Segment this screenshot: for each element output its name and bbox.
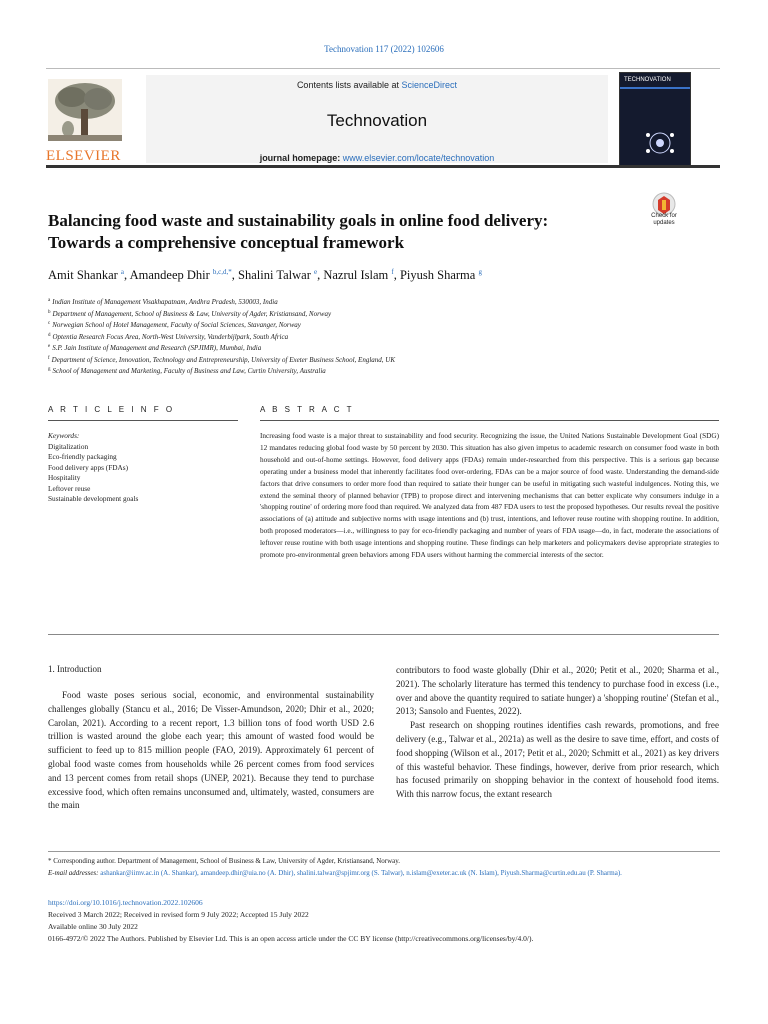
keywords-block	[48, 431, 238, 505]
doi-link[interactable]: https://doi.org/10.1016/j.technovation.2022.102606	[48, 898, 203, 907]
affiliation-item: $^d$ Optentia Research Focus Area, North-West University, Vanderbijlpark, South Africa	[48, 332, 289, 341]
contents-line	[146, 80, 608, 90]
article-title	[48, 210, 618, 254]
author-affil-mark[interactable]: e	[313, 268, 318, 276]
footnotes	[48, 851, 720, 879]
keyword-item: Eco-friendly packaging	[48, 452, 117, 461]
author-list: Amit Shankar $^a$, Amandeep Dhir $^{b,c,d,*}$, Shalini Talwar $^e$, Nazrul Islam $^f$, Piyush Sharma $^g$	[48, 268, 482, 282]
author-name[interactable]: Shalini Talwar	[238, 268, 311, 282]
body-paragraph: Food waste poses serious social, economic, and environmental sustainability challenges globally (Stancu et al., 2016; De Visser-Amundson, 2020; Dhir et al., 2020; Carolan, 2021). According to a recent report, 1.3 billion tons of food worth USD 2.6 trillion is wasted around the globe each year; this amount of wasted food would be sufficient to feed up to 815 million people (FAO, 2019). Approximately 61 percent of global food waste comes from households while 26 percent comes from food services and 13 percent comes from retail shops (UNEP, 2021). Because they tend to purchase excessive food, which often remains unconsumed and, ultimately, wasted, consumers are the main	[48, 690, 374, 811]
homepage-line	[146, 153, 608, 163]
publisher-logo-text: ELSEVIER	[46, 148, 121, 164]
affiliation-item: $^f$ Department of Science, Innovation, Technology and Entrepreneurship, University of Exeter Business School, England, UK	[48, 355, 395, 364]
affiliation-item: $^e$ S.P. Jain Institute of Management and Research (SPJIMR), Mumbai, India	[48, 344, 262, 352]
author-name[interactable]: Amit Shankar	[48, 268, 118, 282]
article-title-line-2: Towards a comprehensive conceptual framework	[48, 233, 405, 252]
contents-prefix: Contents lists available at	[296, 80, 399, 90]
abstract-bottom-rule	[48, 634, 719, 635]
received-dates: Received 3 March 2022; Received in revised form 9 July 2022; Accepted 15 July 2022	[48, 910, 309, 919]
author-name[interactable]: Piyush Sharma	[399, 268, 476, 282]
author-affil-mark[interactable]: f	[391, 268, 394, 276]
homepage-link[interactable]: www.elsevier.com/locate/technovation	[342, 153, 495, 163]
license-text: 0166-4972/© 2022 The Authors. Published by Elsevier Ltd. This is an open access article under the CC BY license (http://creativecommons.org/licenses/by/4.0/).	[48, 934, 534, 943]
sciencedirect-link[interactable]: ScienceDirect	[401, 80, 458, 90]
journal-reference[interactable]: Technovation 117 (2022) 102606	[324, 44, 444, 54]
author-affil-mark[interactable]: g	[478, 268, 482, 276]
affiliations	[48, 296, 728, 377]
check-for-updates-label[interactable]: Check for updates	[651, 213, 677, 226]
author-affil-mark[interactable]: b,c,d,*	[212, 268, 232, 276]
email-addresses[interactable]: ashankar@iimv.ac.in (A. Shankar), amandeep.dhir@uia.no (A. Dhir), shalini.talwar@spjimr.org (S. Talwar), n.islam@exeter.ac.uk (N. Islam), Piyush.Sharma@curtin.edu.au (P. Sharma).	[100, 868, 622, 877]
article-meta	[48, 897, 728, 945]
journal-banner	[146, 75, 608, 163]
affiliation-item: $^b$ Department of Management, School of Business & Law, University of Agder, Kristiansand, Norway	[48, 309, 332, 318]
author-affil-mark[interactable]: a	[120, 268, 125, 276]
email-label: E-mail addresses:	[48, 868, 99, 877]
abstract-rule	[260, 420, 719, 421]
body-paragraph: contributors to food waste globally (Dhir et al., 2020; Petit et al., 2020; Sharma et al., 2021). The scholarly literature has termed this tendency to purchase food in excess (i.e., over and above the quantity required to satiate hunger) a 'shopping routine' (Stefan et al., 2013; Sansolo and Fuentes, 2022).	[396, 665, 719, 717]
keyword-item: Leftover reuse	[48, 483, 91, 493]
journal-title: Technovation	[326, 111, 428, 130]
elsevier-tree-logo-icon	[48, 79, 122, 141]
body-paragraph: Past research on shopping routines identifies cash rewards, promotions, and free delivery (e.g., Talwar et al., 2021a) as well as the desire to save time, effort, and costs of food shopping (Wilson et al., 2017; Petit et al., 2020; Schmitt et al., 2021) as key drivers of this wasteful behavior. These findings, however, derive from prior research, which has focused primarily on shopping behavior in the context of household food items. With this narrow focus, the extant research	[396, 720, 719, 800]
author-name[interactable]: Nazrul Islam	[323, 268, 389, 282]
keyword-item: Digitalization	[48, 441, 89, 451]
keyword-item: Sustainable development goals	[48, 494, 139, 503]
abstract-text: Increasing food waste is a major threat to sustainability and food security. Recognizing the issue, the United Nations Sustainable Development Goal (SDG) 12 mandates reducing global food waste by 50 percent by 2030. This situation has also given impetus to academic research on consumer food waste in both household and out-of-home settings. However, food delivery apps (FDAs) remain under-researched from this perspective. This is a serious gap because operating under a business model that inherently facilitates food over-ordering, FDAs can be a major source of food waste. Understanding the demand-side factors that drive consumers to order more food than required to satiate their hunger can be useful in mitigating such wasteful indulgences. Noting this, we extend the seminal theory of planned behavior (TPB) to propose direct and intervening mechanisms that can better explicate why consumers indulge in a 'shopping routine' of ordering more food than required. We analyzed data from 487 FDA users to test the proposed hypotheses. Our results reveal the positive associations of (a) attitude and subjective norms with usage intentions and (b) trust, intentions, and leftover reuse routine with shopping routine. In addition, both proposed moderators—i.e., willingness to pay for eco-friendly packaging and number of years of FDA usage—do, in fact, moderate the associations of leftover reuse routine with both usage intentions and shopping routine. These findings can help marketers and policymakers devise appropriate strategies to promote pro-environmental green behaviors among FDA users without harming the commercial interests of the sector.	[260, 432, 719, 560]
homepage-prefix: journal homepage:	[259, 153, 341, 163]
cover-title: TECHNOVATION	[624, 77, 671, 83]
article-info-heading: A R T I C L E I N F O	[48, 405, 175, 414]
keywords-label: Keywords:	[48, 431, 80, 440]
author-name[interactable]: Amandeep Dhir	[129, 268, 210, 282]
masthead	[46, 68, 720, 168]
article-info-rule	[48, 420, 238, 421]
corresponding-author-note: * Corresponding author. Department of Management, School of Business & Law, University of Agder, Kristiansand, Norway.	[48, 857, 401, 865]
affiliation-item: $^a$ Indian Institute of Management Visakhapatnam, Andhra Pradesh, 530003, India	[48, 298, 278, 306]
available-online: Available online 30 July 2022	[48, 922, 138, 931]
body-column-left	[48, 689, 374, 813]
article-title-line-1: Balancing food waste and sustainability goals in online food delivery:	[48, 211, 549, 230]
section-heading-introduction: 1. Introduction	[48, 664, 102, 674]
body-column-right	[396, 664, 719, 802]
cover-graphic-icon	[620, 73, 691, 166]
abstract-heading: A B S T R A C T	[260, 405, 354, 414]
journal-cover[interactable]	[619, 72, 691, 166]
keyword-item: Food delivery apps (FDAs)	[48, 462, 129, 472]
affiliation-item: $^c$ Norwegian School of Hotel Management, Faculty of Social Sciences, Stavanger, Norway	[48, 321, 301, 329]
keyword-item: Hospitality	[48, 473, 81, 482]
email-note	[48, 868, 720, 880]
affiliation-item: $^g$ School of Management and Marketing, Faculty of Business and Law, Curtin University, Australia	[48, 367, 326, 375]
